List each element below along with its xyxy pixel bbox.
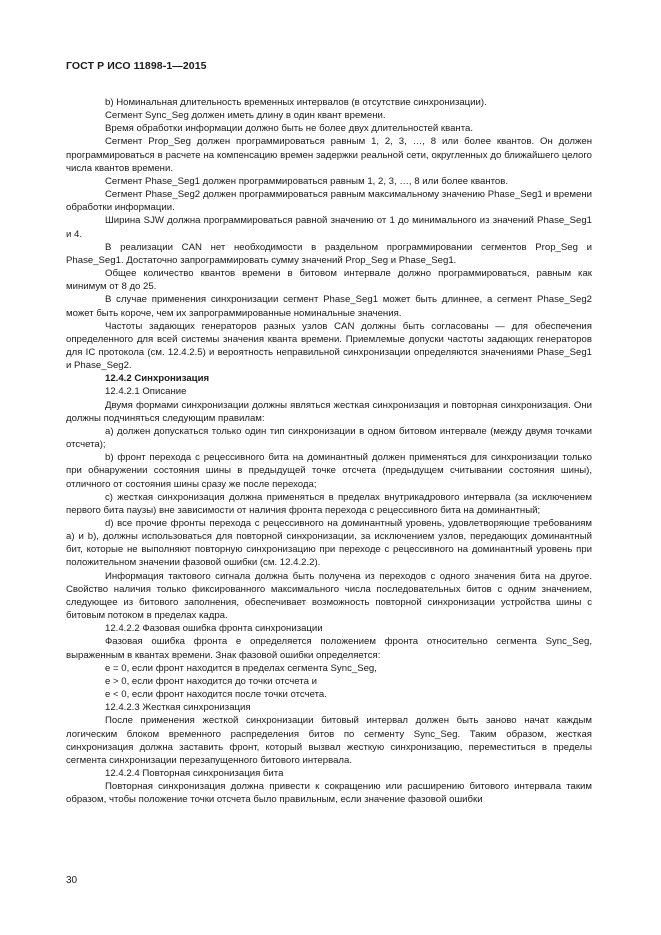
subsection-heading: 12.4.2.1 Описание — [105, 386, 187, 398]
paragraph: Сегмент Phase_Seg2 должен программироваться равным максимальному значению Phase_Seg1 и времени обработки информации. — [66, 189, 592, 214]
subsection-heading: 12.4.2.4 Повторная синхронизация бита — [105, 767, 284, 779]
list-item: e > 0, если фронт находится до точки отсчета и — [105, 675, 317, 687]
paragraph: b) Номинальная длительность временных интервалов (в отсутствие синхронизации). — [105, 97, 487, 108]
paragraph: Двумя формами синхронизации должны являться жесткая синхронизация и повторная синхронизация. Они должны подчиняться следующим правилам: — [66, 399, 592, 424]
list-item: e = 0, если фронт находится в пределах сегмента Sync_Seg, — [105, 662, 377, 674]
paragraph: Повторная синхронизация должна привести к сокращению или расширению битового интервала таким образом, чтобы положение точки отсчета было правильным, если значение фазовой ошибки — [66, 781, 592, 806]
page-body — [66, 96, 592, 806]
list-item: d) все прочие фронты перехода с рецессивного на доминантный уровень, удовлетворяющие требованиям a) и b), должны использоваться для повторной синхронизации, за исключением узлов, передающих доминантный бит, которые не выполняют повторную синхронизацию при переходе с рецессивного на доминантный уровень при положительном значении фазовой ошибки (см. 12.4.2.2). — [66, 518, 592, 569]
document-header: ГОСТ Р ИСО 11898-1—2015 — [66, 60, 207, 72]
paragraph: После применения жесткой синхронизации битовый интервал должен быть заново начат каждым логическим блоком временного распределения битов по сегменту Sync_Seg. Таким образом, жесткая синхронизация должна заставить фронт, который вызвал жесткую синхронизацию, переместиться в пределы сегмента синхронизации перезапущенного битового интервала. — [66, 715, 592, 766]
paragraph: Сегмент Prop_Seg должен программироваться равным 1, 2, 3, …, 8 или более квантов. Он должен программироваться в расчете на компенсацию времен задержки реальной сети, округленных до ближайшего целого числа квантов времени. — [66, 136, 592, 174]
subsection-heading: 12.4.2.2 Фазовая ошибка фронта синхронизации — [105, 623, 323, 635]
list-item: b) фронт перехода с рецессивного бита на доминантный должен применяться для синхронизации только при обнаружении состояния шины в предыдущей точке отсчета (предыдущем считывании состояния шины), отличного от состояния шины сразу же после перехода; — [66, 452, 592, 490]
paragraph: Сегмент Sync_Seg должен иметь длину в один квант времени. — [105, 110, 386, 122]
paragraph: Общее количество квантов времени в битовом интервале должно программироваться, равным как минимум от 8 до 25. — [66, 268, 592, 293]
list-item: a) должен допускаться только один тип синхронизации в одном битовом интервале (между двумя точками отсчета); — [66, 425, 592, 451]
paragraph: Ширина SJW должна программироваться равной значению от 1 до минимального из значений Phase_Seg1 и 4. — [66, 215, 592, 240]
paragraph: Информация тактового сигнала должна быть получена из переходов с одного значения бита на другое. Свойство наличия только фиксированного максимального числа последовательных битов с одним значением, следующее из битового заполнения, обеспечивает возможность повторной синхронизации устройства шины с битовым потоком в пределах кадра. — [66, 570, 592, 622]
paragraph: Фазовая ошибка фронта e определяется положением фронта относительно сегмента Sync_Seg, выраженным в квантах времени. Знак фазовой ошибки определяется: — [66, 636, 592, 661]
section-heading: 12.4.2 Синхронизация — [105, 373, 210, 385]
paragraph: Частоты задающих генераторов разных узлов CAN должны быть согласованы — для обеспечения определенного для всей системы значения кванта времени. Приемлемые допуски частоты задающих генераторов для IC протокола (см. 12.4.2.5) и вероятность неправильной синхронизации определяются значениями Phase_Seg1 и Phase_Seg2. — [66, 320, 592, 372]
list-item: c) жесткая синхронизация должна применяться в пределах внутрикадрового интервала (за исключением первого бита паузы) вне зависимости от наличия фронта перехода с рецессивного бита на доминантный; — [66, 491, 592, 516]
paragraph: Время обработки информации должно быть не более двух длительностей кванта. — [105, 123, 474, 135]
paragraph: Сегмент Phase_Seg1 должен программироваться равным 1, 2, 3, …, 8 или более квантов. — [105, 175, 509, 187]
paragraph: В реализации CAN нет необходимости в раздельном программировании сегментов Prop_Seg и Phase_Seg1. Достаточно запрограммировать сумму значений Prop_Seg и Phase_Seg1. — [66, 241, 592, 266]
subsection-heading: 12.4.2.3 Жесткая синхронизация — [105, 702, 251, 714]
list-item: e < 0, если фронт находится после точки отсчета. — [105, 689, 327, 701]
paragraph: В случае применения синхронизации сегмент Phase_Seg1 может быть длиннее, а сегмент Phase_Seg2 может быть короче, чем их запрограммированные номинальные значения. — [66, 294, 592, 319]
page-number: 30 — [66, 875, 78, 886]
